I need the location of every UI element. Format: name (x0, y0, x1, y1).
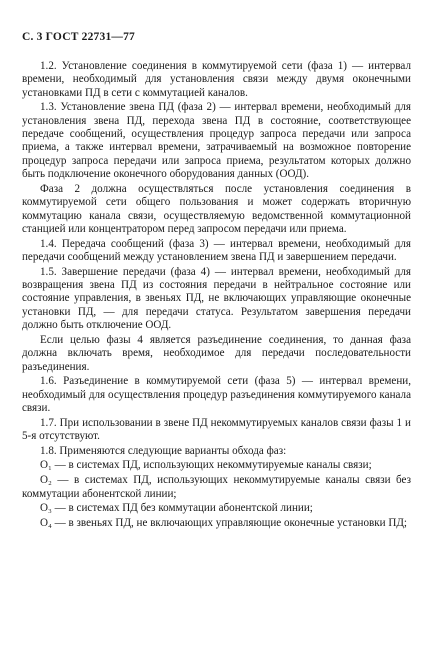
paragraph-1-2: 1.2. Установление соединения в коммутируемой сети (фаза 1) — интервал времени, необходимый для установления связи между двумя оконечными установками ПД в сети с коммутацией каналов. (22, 60, 411, 99)
paragraph-1-3: 1.3. Установление звена ПД (фаза 2) — интервал времени, необходимый для установления звена ПД, перехода звена ПД в состояние, соответствующее передаче сообщений, осуществления процедур запроса передачи или запроса приема, а также интервал времени, затрачиваемый на возможное повторение процедур запроса передачи или запроса приема, результатом которых должно быть подключение оконечного оборудования данных (ООД). (22, 101, 411, 181)
paragraph-1-8: 1.8. Применяются следующие варианты обхода фаз: (40, 444, 287, 457)
paragraph-1-4: 1.4. Передача сообщений (фаза 3) — интервал времени, необходимый для передачи сообщений между установлением звена ПД и завершением передачи. (22, 237, 411, 263)
paragraph-phase-2-note: Фаза 2 должна осуществляться после установления соединения в коммутируемой сети общего пользования и может содержать вторичную коммутацию канала связи, осуществляемую ведомственной коммутационной станцией или концентратором перед запросом передачи или приема. (22, 182, 411, 235)
bypass-option-o2: О₂ — в системах ПД, использующих некоммутируемые каналы связи без коммутации абонентской линии; (22, 474, 411, 500)
bypass-option-o1: О₁ — в системах ПД, использующих некоммутируемые каналы связи; (40, 459, 372, 472)
document-body (22, 60, 411, 532)
paragraph-1-7: 1.7. При использовании в звене ПД некоммутируемых каналов связи фазы 1 и 5-я отсутствуют. (22, 416, 411, 443)
bypass-option-o3: О₃ — в системах ПД без коммутации абонентской линии; (40, 502, 313, 515)
bypass-option-o4: О₄ — в звеньях ПД, не включающих управляющие оконечные установки ПД; (40, 517, 407, 530)
page-header: С. 3 ГОСТ 22731—77 (22, 31, 135, 43)
paragraph-1-6: 1.6. Разъединение в коммутируемой сети (фаза 5) — интервал времени, необходимый для осуществления процедур разъединения коммутируемого канала связи. (22, 375, 411, 414)
paragraph-1-5: 1.5. Завершение передачи (фаза 4) — интервал времени, необходимый для возвращения звена ПД из состояния передачи в нейтральное состояние или состояние управления, в звеньях ПД, не включающих управляющие оконечные установки ПД, — для передачи статуса. Результатом завершения передачи должно быть отключение ООД. (22, 265, 411, 332)
paragraph-phase-4-note: Если целью фазы 4 является разъединение соединения, то данная фаза должна включать время, необходимое для передачи последовательности разъединения. (22, 333, 411, 373)
